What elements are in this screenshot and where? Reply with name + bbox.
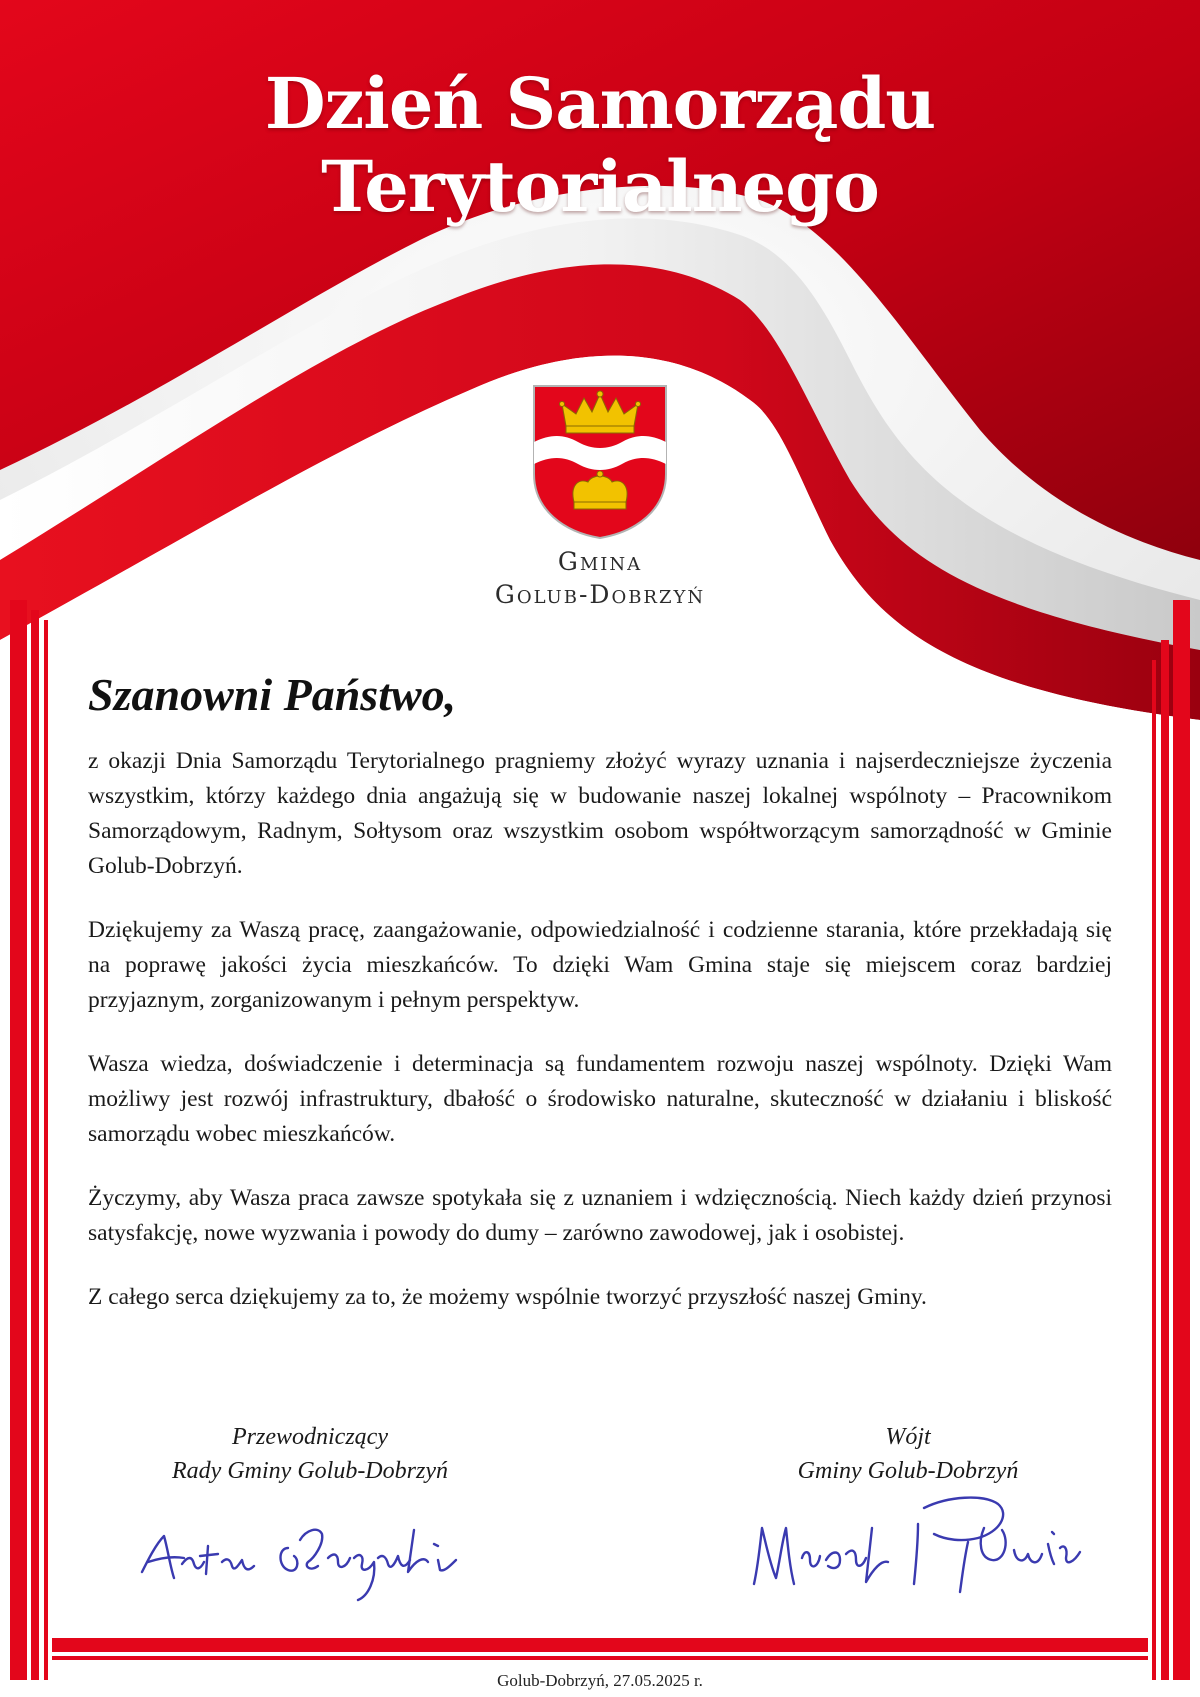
signature-block-chairman <box>100 1420 520 1488</box>
signature-subtitle: Gminy Golub-Dobrzyń <box>797 1458 1019 1484</box>
paragraph: Dziękujemy za Waszą pracę, zaangażowanie, odpowiedzialność i codzienne starania, które przekładają się na poprawę jakości życia mieszkańców. To dzięki Wam Gmina staje się miejscem coraz bardziej przyjaznym, zorganizowanym i pełnym perspektyw. <box>88 917 1112 1013</box>
signature-title: Przewodniczący <box>232 1424 388 1450</box>
paragraph: Z całego serca dziękujemy za to, że możemy wspólnie tworzyć przyszłość naszej Gminy. <box>88 1284 927 1310</box>
paragraph: Wasza wiedza, doświadczenie i determinacja są fundamentem rozwoju naszej wspólnoty. Dzięki Wam możliwy jest rozwój infrastruktury, dbałość o środowisko naturalne, skuteczność w działaniu i bliskość samorządu wobec mieszkańców. <box>88 1051 1112 1147</box>
coat-of-arms-icon <box>530 382 670 542</box>
signature-title: Wójt <box>885 1424 931 1450</box>
paragraph: Życzymy, aby Wasza praca zawsze spotykała się z uznaniem i wdzięcznością. Niech każdy dzień przynosi satysfakcję, nowe wyzwania i powody do dumy – zarówno zawodowej, jak i osobistej. <box>88 1185 1112 1246</box>
handwritten-signature-chairman <box>138 1500 478 1610</box>
page-title: Dzień Samorządu Terytorialnego <box>264 62 936 228</box>
handwritten-signature-mayor <box>748 1488 1098 1608</box>
logo-line-2: Golub-Dobrzyń <box>494 580 706 609</box>
place-and-date: Golub-Dobrzyń, 27.05.2025 r. <box>497 1671 703 1690</box>
signature-block-mayor <box>698 1420 1118 1488</box>
signature-subtitle: Rady Gminy Golub-Dobrzyń <box>172 1458 448 1484</box>
letter-body <box>88 744 1112 1344</box>
greeting: Szanowni Państwo, <box>88 669 457 720</box>
logo-line-1: Gmina <box>557 547 643 576</box>
paragraph: z okazji Dnia Samorządu Terytorialnego pragniemy złożyć wyrazy uznania i najserdeczniejsze życzenia wszystkim, którzy każdego dnia angażują się w budowanie naszej lokalnej wspólnoty – Pracownikom Samorządowym, Radnym, Sołtysom oraz wszystkim osobom współtworzącym samorządność w Gminie Golub-Dobrzyń. <box>88 748 1112 879</box>
